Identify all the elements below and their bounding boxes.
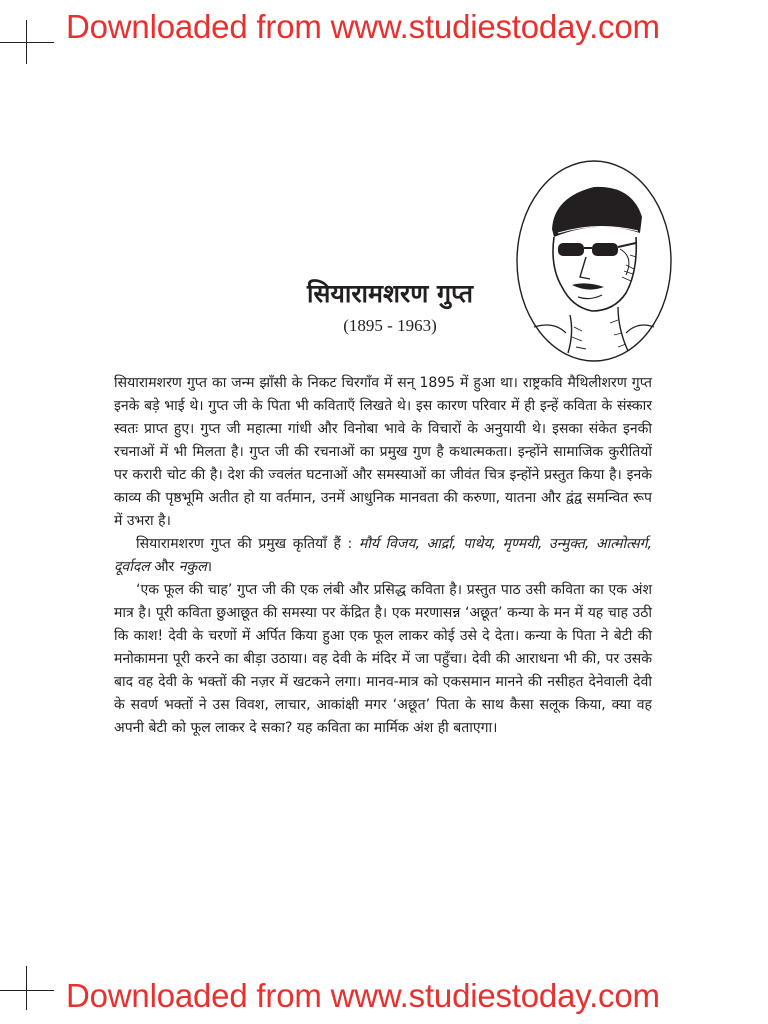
- crop-mark-bottom-horizontal: [0, 990, 54, 991]
- major-works-list: मौर्य विजय, आर्द्रा, पाथेय, मृण्मयी, उन्मुक्त, आत्मोत्सर्ग, दूर्वादल: [114, 536, 652, 575]
- major-works-paragraph: [114, 533, 652, 579]
- crop-mark-top-horizontal: [0, 42, 54, 43]
- biography-paragraph: सियारामशरण गुप्त का जन्म झाँसी के निकट चिरगाँव में सन् 1895 में हुआ था। राष्ट्रकवि मैथिलीशरण गुप्त इनके बड़े भाई थे। गुप्त जी के पिता भी कविताएँ लिखते थे। इस कारण परिवार में ही इन्हें कविता के संस्कार स्वतः प्राप्त हुए। गुप्त जी महात्मा गांधी और विनोबा भावे के विचारों के अनुयायी थे। इसका संकेत इनकी रचनाओं में भी मिलता है। गुप्त जी की रचनाओं का प्रमुख गुण है कथात्मकता। इन्होंने सामाजिक कुरीतियों पर करारी चोट की है। देश की ज्वलंत घटनाओं और समस्याओं का जीवंत चित्र इन्होंने प्रस्तुत किया है। इनके काव्य की पृष्ठभूमि अतीत हो या वर्तमान, उनमें आधुनिक मानवता की करुणा, यातना और द्वंद्व समन्वित रूप में उभरा है।: [114, 375, 652, 529]
- major-works-intro: सियारामशरण गुप्त की प्रमुख कृतियाँ हैं :: [136, 536, 359, 552]
- author-name-heading: सियारामशरण गुप्त: [306, 279, 474, 308]
- crop-mark-top-vertical: [26, 20, 27, 64]
- major-works-conjunction: और: [149, 559, 179, 575]
- major-works-end: ।: [206, 559, 213, 575]
- author-portrait-illustration: [514, 157, 674, 365]
- watermark-bottom[interactable]: Downloaded from www.studiestoday.com: [66, 977, 660, 1014]
- author-life-years: (1895 - 1963): [343, 316, 437, 335]
- crop-mark-bottom-vertical: [26, 966, 27, 1010]
- watermark-top[interactable]: Downloaded from www.studiestoday.com: [66, 8, 660, 45]
- poem-introduction-paragraph: ‘एक फूल की चाह’ गुप्त जी की एक लंबी और प्रसिद्ध कविता है। प्रस्तुत पाठ उसी कविता का एक अंश मात्र है। पूरी कविता छुआछूत की समस्या पर केंद्रित है। एक मरणासन्न ‘अछूत’ कन्या के मन में यह चाह उठी कि काश! देवी के चरणों में अर्पित किया हुआ एक फूल लाकर कोई उसे दे देता। कन्या के पिता ने बेटी की मनोकामना पूरी करने का बीड़ा उठाया। वह देवी के मंदिर में जा पहुँचा। देवी की आराधना भी की, पर उसके बाद वह देवी के भक्तों की नज़र में खटकने लगा। मानव-मात्र को एकसमान मानने की नसीहत देनेवाली देवी के सवर्ण भक्तों ने उस विवश, लाचार, आकांक्षी मगर ‘अछूत’ पिता के साथ कैसा सलूक किया, क्या वह अपनी बेटी को फूल लाकर दे सका? यह कविता का मार्मिक अंश ही बताएगा।: [114, 582, 652, 736]
- author-biography: [114, 372, 652, 740]
- major-works-last: नकुल: [178, 559, 207, 575]
